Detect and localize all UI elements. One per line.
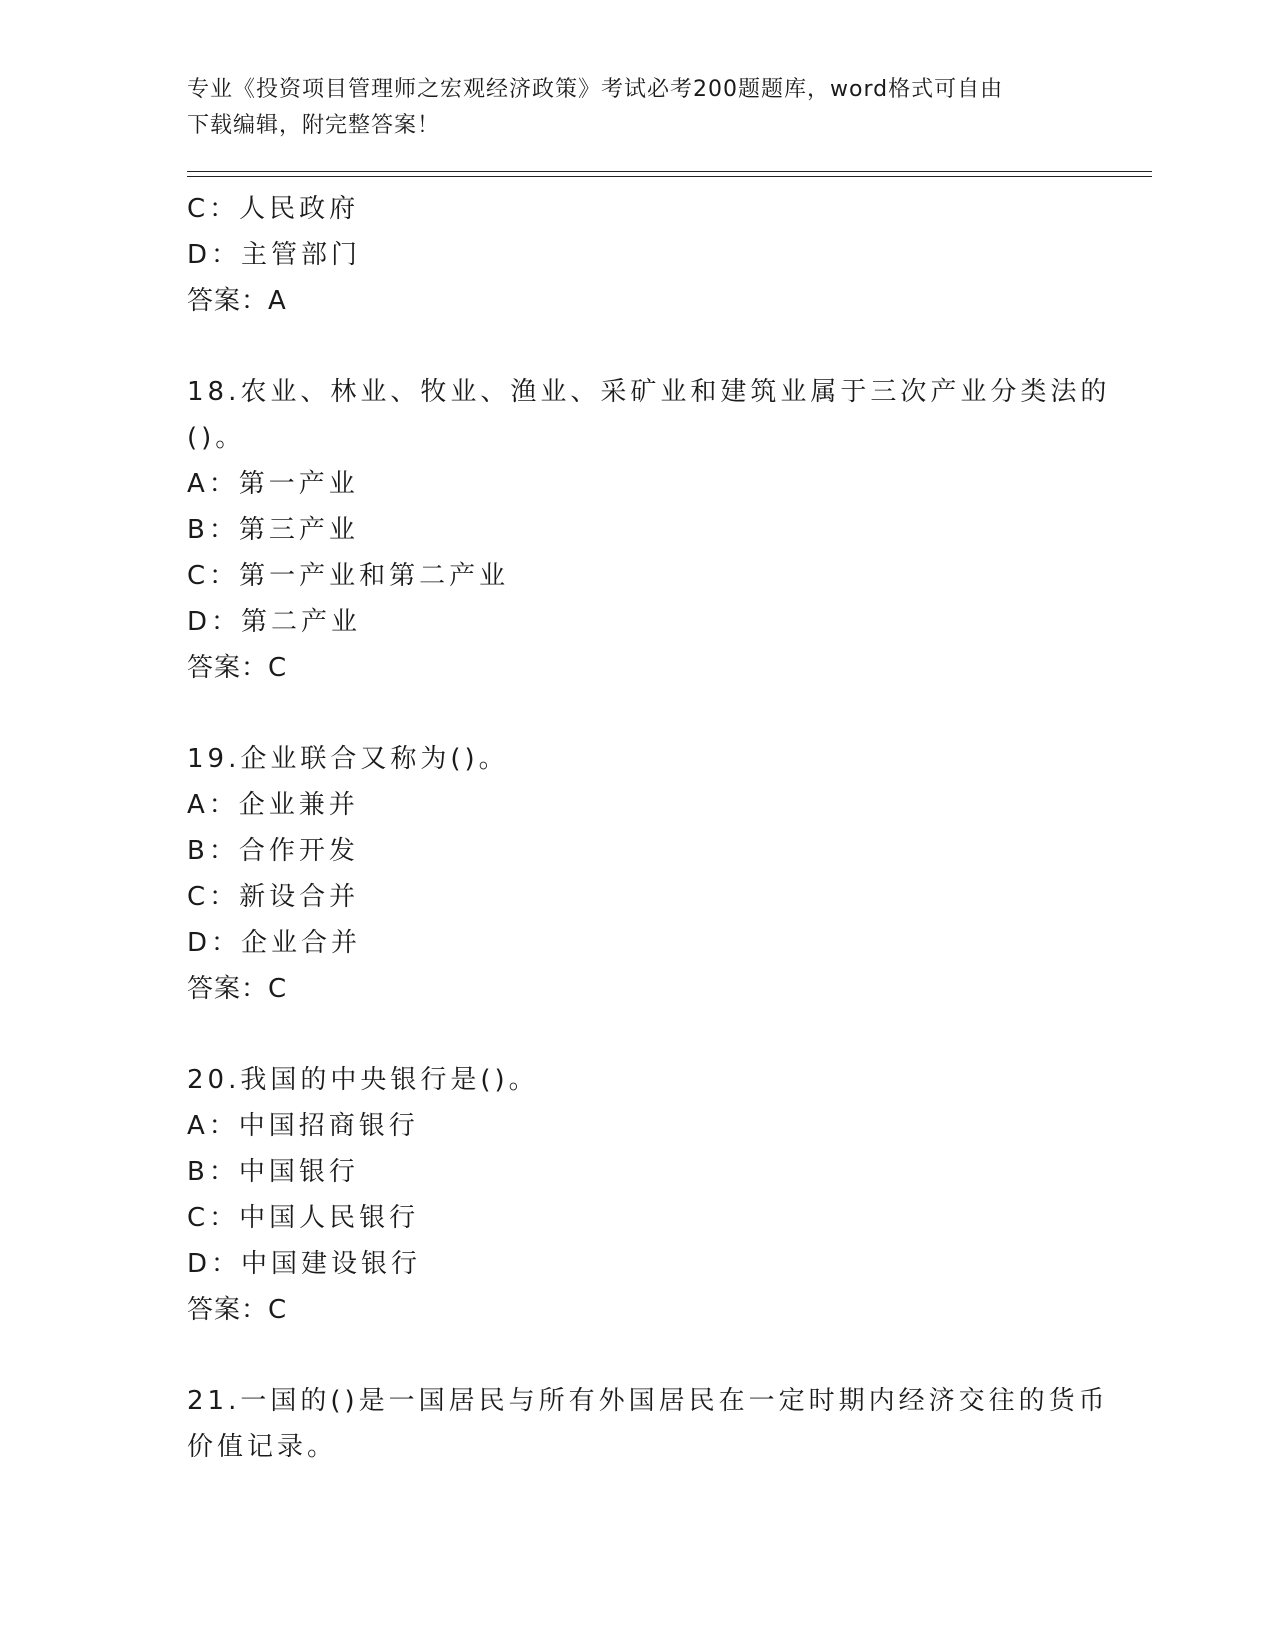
header-rule-top [187, 171, 1152, 172]
question-19 [187, 736, 1087, 1012]
option-b: B：合作开发 [187, 836, 359, 866]
question-stem-line-2: 价值记录。 [187, 1432, 338, 1462]
question-17-tail [187, 186, 1087, 324]
option-d: D：第二产业 [187, 607, 362, 637]
answer: 答案：C [187, 1295, 288, 1325]
question-20 [187, 1057, 1087, 1333]
option-d: D：企业合并 [187, 928, 362, 958]
question-21 [187, 1378, 1109, 1470]
question-stem: 20.我国的中央银行是()。 [187, 1065, 539, 1095]
answer: 答案：C [187, 974, 288, 1004]
answer: 答案：A [187, 286, 287, 316]
option-a: A：中国招商银行 [187, 1111, 419, 1141]
header-rule-bottom [187, 176, 1152, 177]
spacer [187, 691, 1087, 736]
question-stem: 19.企业联合又称为()。 [187, 744, 509, 774]
document-header [187, 72, 1067, 144]
option-c: C：中国人民银行 [187, 1203, 420, 1233]
header-line-2: 下载编辑，附完整答案！ [187, 113, 441, 138]
spacer [187, 1333, 1087, 1378]
option-b: B：中国银行 [187, 1157, 359, 1187]
option-c: C：第一产业和第二产业 [187, 561, 510, 591]
option-c: C：新设合并 [187, 882, 360, 912]
option-d: D：中国建设银行 [187, 1249, 422, 1279]
question-stem-line-1: 21.一国的()是一国居民与所有外国居民在一定时期内经济交往的货币 [187, 1386, 1109, 1416]
answer: 答案：C [187, 653, 288, 683]
question-stem-line-1: 18.农业、林业、牧业、渔业、采矿业和建筑业属于三次产业分类法的 [187, 377, 1111, 407]
option-a: A：企业兼并 [187, 790, 359, 820]
option-b: B：第三产业 [187, 515, 359, 545]
spacer [187, 324, 1087, 369]
question-18 [187, 369, 1111, 691]
option-d: D：主管部门 [187, 240, 362, 270]
question-stem-line-2: ()。 [187, 423, 246, 453]
header-line-1: 专业《投资项目管理师之宏观经济政策》考试必考200题题库，word格式可自由 [187, 77, 1004, 102]
option-a: A：第一产业 [187, 469, 359, 499]
question-list [187, 186, 1111, 1470]
spacer [187, 1012, 1087, 1057]
option-c: C：人民政府 [187, 194, 360, 224]
